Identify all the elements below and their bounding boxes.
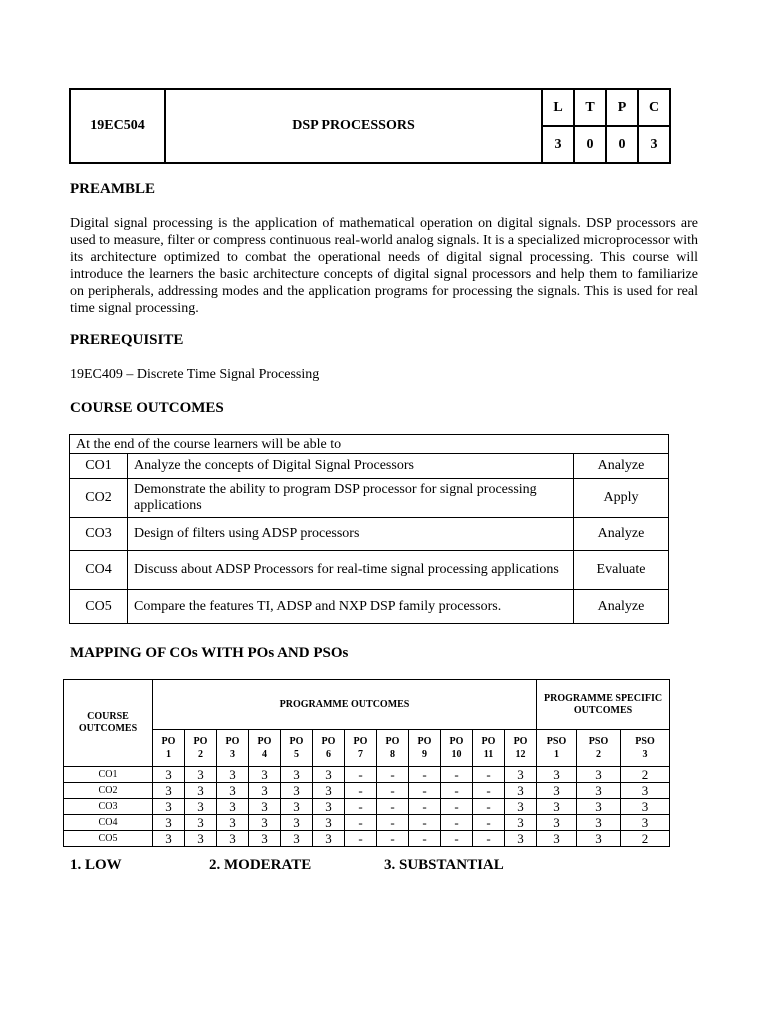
mapping-cell: -	[345, 783, 377, 799]
table-row	[64, 767, 670, 783]
column-header-prefix: PO	[385, 736, 400, 747]
co-description: Compare the features TI, ADSP and NXP DSP family processors.	[128, 590, 574, 624]
mapping-cell: 3	[313, 783, 345, 799]
mapping-cell: 3	[505, 815, 537, 831]
column-header-prefix: PO	[513, 736, 528, 747]
mapping-cell: 3	[185, 799, 217, 815]
course-outcomes-intro: At the end of the course learners will be able to	[70, 435, 669, 454]
table-row	[70, 551, 669, 590]
mapping-cell: -	[377, 767, 409, 783]
pso-column-header	[537, 730, 577, 767]
co-description: Discuss about ADSP Processors for real-time signal processing applications	[128, 551, 574, 590]
legend-low: 1. LOW	[70, 857, 122, 873]
column-header-prefix: PO	[417, 736, 432, 747]
course-outcomes-heading: COURSE OUTCOMES	[70, 400, 224, 416]
column-header-number: 4	[262, 749, 267, 760]
mapping-cell: -	[377, 799, 409, 815]
mapping-co-label: CO5	[64, 831, 153, 847]
mapping-cell: 3	[313, 799, 345, 815]
mapping-cell: 3	[281, 831, 313, 847]
mapping-cell: 3	[281, 815, 313, 831]
mapping-cell: 3	[505, 767, 537, 783]
mapping-cell: -	[473, 767, 505, 783]
co-description: Design of filters using ADSP processors	[128, 518, 574, 551]
mapping-cell: 3	[577, 799, 621, 815]
mapping-cell: 3	[577, 831, 621, 847]
column-header-prefix: PO	[257, 736, 272, 747]
column-header-number: 10	[451, 749, 462, 760]
mapping-cell: -	[441, 831, 473, 847]
course-header-table	[69, 88, 671, 164]
mapping-cell: -	[473, 799, 505, 815]
mapping-cell: 3	[217, 831, 249, 847]
column-header-number: 3	[642, 749, 648, 760]
mapping-cell: 3	[313, 815, 345, 831]
column-header-prefix: PO	[289, 736, 304, 747]
mapping-cell: -	[377, 783, 409, 799]
column-header-number: 12	[515, 749, 526, 760]
column-header-prefix: PO	[161, 736, 176, 747]
column-header-prefix: PSO	[588, 736, 609, 747]
course-title: DSP PROCESSORS	[165, 89, 542, 163]
mapping-cell: 3	[281, 767, 313, 783]
mapping-co-label: CO1	[64, 767, 153, 783]
po-column-header	[313, 730, 345, 767]
mapping-cell: 3	[153, 783, 185, 799]
column-header-prefix: PO	[449, 736, 464, 747]
mapping-cell: 3	[185, 831, 217, 847]
mapping-cell: -	[441, 815, 473, 831]
co-level: Analyze	[574, 590, 669, 624]
column-header-prefix: PSO	[546, 736, 567, 747]
mapping-cell: 3	[249, 799, 281, 815]
mapping-co-label: CO3	[64, 799, 153, 815]
column-header-number: 1	[554, 749, 560, 760]
co-po-mapping-table	[63, 679, 670, 847]
preamble-heading: PREAMBLE	[70, 181, 156, 197]
table-row	[64, 799, 670, 815]
mapping-cell: 3	[153, 831, 185, 847]
mapping-cell: -	[345, 767, 377, 783]
mapping-subheader-row	[64, 730, 670, 767]
co-level: Apply	[574, 479, 669, 518]
column-header-prefix: PO	[481, 736, 496, 747]
mapping-cell: -	[473, 815, 505, 831]
preamble-text: Digital signal processing is the application of mathematical operation on digital signals. DSP processors are used to measure, filter or compress continuous real-world analog signals. It is a specialized microprocessor with its architecture optimized to combat the operational needs of digital signal processing. This course will introduce the learners the basic architecture concepts of digital signal processors and help them to familiarize on peripherals, addressing modes and the application programs for processing the signals. This is used for real time signal processing.	[70, 216, 698, 316]
mapping-cell: 3	[505, 799, 537, 815]
mapping-cell: -	[441, 799, 473, 815]
mapping-cell: 3	[537, 831, 577, 847]
mapping-cell: 3	[217, 767, 249, 783]
mapping-cell: -	[409, 783, 441, 799]
co-level: Analyze	[574, 454, 669, 479]
ltpc-header-t: T	[574, 89, 606, 126]
mapping-cell: 3	[621, 783, 670, 799]
mapping-cell: 3	[217, 815, 249, 831]
mapping-cell: -	[409, 831, 441, 847]
mapping-cell: 3	[537, 783, 577, 799]
ltpc-value-t: 0	[574, 126, 606, 163]
po-column-header	[217, 730, 249, 767]
column-header-number: 1	[166, 749, 171, 760]
mapping-cell: 3	[281, 799, 313, 815]
mapping-cell: -	[377, 815, 409, 831]
ltpc-value-p: 0	[606, 126, 638, 163]
ltpc-header-p: P	[606, 89, 638, 126]
mapping-heading: MAPPING OF COs WITH POs AND PSOs	[70, 645, 349, 661]
po-column-header	[441, 730, 473, 767]
course-code: 19EC504	[70, 89, 165, 163]
legend-moderate: 2. MODERATE	[209, 857, 312, 873]
mapping-cell: 3	[153, 799, 185, 815]
mapping-cell: -	[377, 831, 409, 847]
mapping-cell: 3	[577, 783, 621, 799]
table-row	[70, 479, 669, 518]
table-row	[70, 590, 669, 624]
mapping-cell: 3	[153, 815, 185, 831]
co-code: CO1	[70, 454, 128, 479]
mapping-co-label: CO2	[64, 783, 153, 799]
mapping-cell: -	[345, 815, 377, 831]
ltpc-value-c: 3	[638, 126, 670, 163]
mapping-cell: 3	[153, 767, 185, 783]
mapping-cell: 3	[281, 783, 313, 799]
column-header-number: 2	[596, 749, 602, 760]
prerequisite-heading: PREREQUISITE	[70, 332, 184, 348]
co-code: CO4	[70, 551, 128, 590]
mapping-cell: -	[441, 767, 473, 783]
mapping-cell: 3	[249, 783, 281, 799]
mapping-cell: 2	[621, 831, 670, 847]
mapping-cell: -	[409, 767, 441, 783]
po-column-header	[505, 730, 537, 767]
column-header-prefix: PO	[321, 736, 336, 747]
column-header-number: 11	[483, 749, 494, 760]
co-level: Analyze	[574, 518, 669, 551]
mapping-cell: -	[345, 799, 377, 815]
po-column-header	[345, 730, 377, 767]
column-header-number: 2	[198, 749, 203, 760]
mapping-cell: 3	[217, 799, 249, 815]
mapping-cell: 3	[537, 815, 577, 831]
mapping-cell: 3	[249, 815, 281, 831]
co-code: CO2	[70, 479, 128, 518]
column-header-prefix: PSO	[635, 736, 655, 747]
mapping-cell: -	[409, 815, 441, 831]
pso-column-header	[577, 730, 621, 767]
co-description: Analyze the concepts of Digital Signal Processors	[128, 454, 574, 479]
course-outcomes-label: COURSE OUTCOMES	[64, 680, 153, 767]
co-code: CO3	[70, 518, 128, 551]
ltpc-header-l: L	[542, 89, 574, 126]
mapping-cell: 3	[249, 831, 281, 847]
course-outcomes-table	[69, 434, 669, 624]
ltpc-value-l: 3	[542, 126, 574, 163]
mapping-cell: 3	[577, 767, 621, 783]
table-row	[64, 831, 670, 847]
mapping-cell: -	[345, 831, 377, 847]
mapping-cell: 3	[537, 767, 577, 783]
column-header-number: 7	[358, 749, 363, 760]
prerequisite-text: 19EC409 – Discrete Time Signal Processing	[70, 367, 320, 382]
co-code: CO5	[70, 590, 128, 624]
mapping-cell: 3	[621, 815, 670, 831]
mapping-cell: 3	[185, 815, 217, 831]
mapping-cell: -	[409, 799, 441, 815]
po-column-header	[409, 730, 441, 767]
mapping-cell: 3	[313, 831, 345, 847]
programme-specific-outcomes-label: PROGRAMME SPECIFIC OUTCOMES	[537, 680, 670, 730]
column-header-number: 9	[422, 749, 427, 760]
mapping-cell: 3	[537, 799, 577, 815]
po-column-header	[249, 730, 281, 767]
po-column-header	[377, 730, 409, 767]
mapping-cell: 3	[313, 767, 345, 783]
po-column-header	[473, 730, 505, 767]
po-column-header	[185, 730, 217, 767]
column-header-prefix: PO	[353, 736, 368, 747]
co-description: Demonstrate the ability to program DSP processor for signal processing applications	[128, 479, 574, 518]
column-header-number: 5	[294, 749, 299, 760]
table-row	[64, 815, 670, 831]
programme-outcomes-label: PROGRAMME OUTCOMES	[153, 680, 537, 730]
mapping-cell: -	[441, 783, 473, 799]
column-header-prefix: PO	[225, 736, 240, 747]
table-row	[70, 454, 669, 479]
po-column-header	[153, 730, 185, 767]
column-header-number: 8	[390, 749, 395, 760]
co-level: Evaluate	[574, 551, 669, 590]
mapping-cell: 3	[217, 783, 249, 799]
pso-column-header	[621, 730, 670, 767]
po-column-header	[281, 730, 313, 767]
mapping-cell: -	[473, 783, 505, 799]
column-header-prefix: PO	[193, 736, 208, 747]
mapping-co-label: CO4	[64, 815, 153, 831]
mapping-cell: 3	[621, 799, 670, 815]
mapping-cell: 3	[185, 767, 217, 783]
legend-substantial: 3. SUBSTANTIAL	[384, 857, 504, 873]
column-header-number: 6	[326, 749, 331, 760]
mapping-cell: 3	[505, 783, 537, 799]
mapping-cell: 3	[249, 767, 281, 783]
mapping-cell: 3	[505, 831, 537, 847]
mapping-cell: -	[473, 831, 505, 847]
mapping-cell: 3	[185, 783, 217, 799]
mapping-cell: 2	[621, 767, 670, 783]
column-header-number: 3	[230, 749, 235, 760]
table-row	[70, 518, 669, 551]
table-row	[64, 783, 670, 799]
mapping-cell: 3	[577, 815, 621, 831]
ltpc-header-c: C	[638, 89, 670, 126]
